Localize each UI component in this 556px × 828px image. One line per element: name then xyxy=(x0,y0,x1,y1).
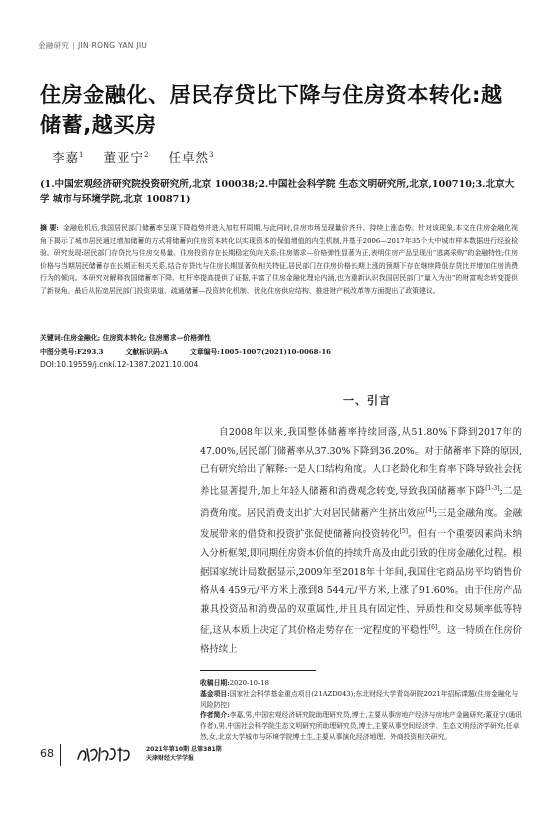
author-info-text: 李嘉,男,中国宏观经济研究院助理研究员,博士,主要从事房地产经济与房地产金融研究;董亚宁(通讯作者),男,中国社会科学院生态文明研究所助理研究员,博士,主要从事空间经济学、生态文明经济学研究;任卓然,女,北京大学城市与环境学院博士生,主要从事演化经济地理、外商投资相关研究。 xyxy=(200,711,522,741)
classification-line xyxy=(40,346,518,356)
abstract xyxy=(40,222,518,298)
body-text: ;三是金融角度。金融发展带来的借贷和投资扩张促使储蓄向投资转化 xyxy=(200,507,522,541)
issue-info xyxy=(146,745,222,763)
section-heading: 一、引言 xyxy=(343,394,391,407)
author-affil-marker: 1 xyxy=(79,150,85,159)
author-info-line xyxy=(200,710,522,742)
fund-line xyxy=(200,689,522,711)
keywords-text: 住房金融化; 住房资本转化; 住房需求—价格弹性 xyxy=(63,334,211,342)
author xyxy=(168,150,214,165)
body-text: 。但有一个重要因素尚未纳入分析框架,即同期住房资本价值的持续升高及由此引致的住房金融化过程。根据国家统计局数据显示,2009年至2018年十年间,我国住宅商品房平均销售价格从4 459元/平方米上涨到8 544元/平方米,上涨了91.60%。由于住房产品兼具投资品和消费品的双重属性,并且具有固定性、异质性和交易频率低等特征,这从本质上决定了其价格走势存在一定程度的平稳性 xyxy=(200,529,522,637)
author-list xyxy=(52,148,228,166)
footer-divider xyxy=(60,744,61,766)
fund-text: 国家社会科学基金重点项目(21AZD043);东北财经大学青岛研院2021年招标课题(住房金融化与风险防控) xyxy=(200,689,519,709)
journal-name-cn: 金融研究 xyxy=(38,41,70,50)
body-text: 。这一特质在住房价格持续上 xyxy=(200,625,522,656)
journal-name-en: JIN RONG YAN JIU xyxy=(78,41,148,50)
doi: DOI:10.19559/j.cnki.12-1387.2021.10.004 xyxy=(40,360,199,369)
received-date: 2020-10-18 xyxy=(229,679,269,687)
citation: [6] xyxy=(428,624,438,632)
journal-logo-icon xyxy=(75,744,133,764)
author-name: 李嘉 xyxy=(52,150,80,165)
page-number: 68 xyxy=(40,747,54,760)
fund-label: 基金项目: xyxy=(200,689,230,698)
received-label: 收稿日期: xyxy=(200,679,230,687)
header-separator: | xyxy=(72,41,76,50)
footnote xyxy=(200,678,522,743)
article-title: 住房金融化、居民存贷比下降与住房资本转化:越储蓄,越买房 xyxy=(40,83,503,137)
body-text: 自2008年以来,我国整体储蓄率持续回落,从51.80%下降到2017年的47.00%,居民部门储蓄率从37.30%下降到36.20%。对于储蓄率下降的原因,已有研究给出了解释:一是人口结构角度。人口老龄化和生育率下降导致社会抚养比显著提升,加上年轻人储蓄和消费观念转变,导致我国储蓄率下降 xyxy=(200,427,522,497)
author xyxy=(103,150,149,165)
article-number: 文章编号:1005-1007(2021)10-0068-16 xyxy=(189,348,331,356)
footnote-rule xyxy=(200,670,316,671)
clc-number: 中图分类号:F293.3 xyxy=(40,348,104,356)
journal-header xyxy=(38,40,147,51)
citation: [5] xyxy=(399,528,408,536)
author xyxy=(52,150,84,165)
abstract-label: 摘 要: xyxy=(40,224,59,232)
body-paragraph xyxy=(200,424,522,660)
publisher-name: 天津财经大学学报 xyxy=(146,755,195,762)
author-affil-marker: 2 xyxy=(143,150,150,159)
author-name: 董亚宁 xyxy=(103,150,144,165)
keywords-label: 关键词: xyxy=(40,334,64,342)
author-info-label: 作者简介: xyxy=(200,711,230,720)
author-affiliations: (1.中国宏观经济研究院投资研究所,北京 100038;2.中国社会科学院 生态文明研究所,北京,100710;3.北京大学 城市与环境学院,北京 100871) xyxy=(40,179,515,205)
received-date-line xyxy=(200,678,522,689)
issue-number: 2021年第10期 总第381期 xyxy=(146,746,222,753)
abstract-text: 金融危机后,我国居民部门储蓄率呈现下降趋势并进入加杠杆周期,与此同时,住房市场呈现量价齐升、持续上涨态势。针对该现象,本文在住房金融化视角下揭示了城市居民通过增加储蓄的方式将储蓄向住房资本转化以实现资本的保值增值的内生机制,并基于2006—2017年35个大中城市样本数据进行经验检验。研究发现:居民部门存贷比与住房交易量、住房投资存在长期稳定负向关系;住房需求—价格弹性显著为正,表明住房产品呈现出“逃离采购”的金融特性;住房价格与当期居民储蓄存在长期正相关关系,结合存贷比与住房长期显著负相关特征,居民部门在住房价格长期上涨的预期下存在继续降低存贷比并增加住房消费行为的倾向。本研究对解释我国储蓄率下降、杠杆率提高提供了证据,丰富了住房金融化理论内涵,也为重新认识我国居民部门“量入为出”的财富观念转变提供了新视角。最后从拓宽居民部门投资渠道、疏通储蓄—投资转化机制、优化住房供应结构、推进财产税改革等方面提出了政策建议。 xyxy=(40,224,518,295)
keywords xyxy=(40,332,518,342)
citation: [1-3] xyxy=(485,484,500,492)
body-text: ;二是消费角度。居民消费支出扩大对居民储蓄产生挤出效应 xyxy=(200,485,522,519)
document-code: 文献标识码:A xyxy=(125,348,168,356)
author-name: 任卓然 xyxy=(168,150,209,165)
citation: [4] xyxy=(425,506,435,514)
author-affil-marker: 3 xyxy=(208,150,215,159)
